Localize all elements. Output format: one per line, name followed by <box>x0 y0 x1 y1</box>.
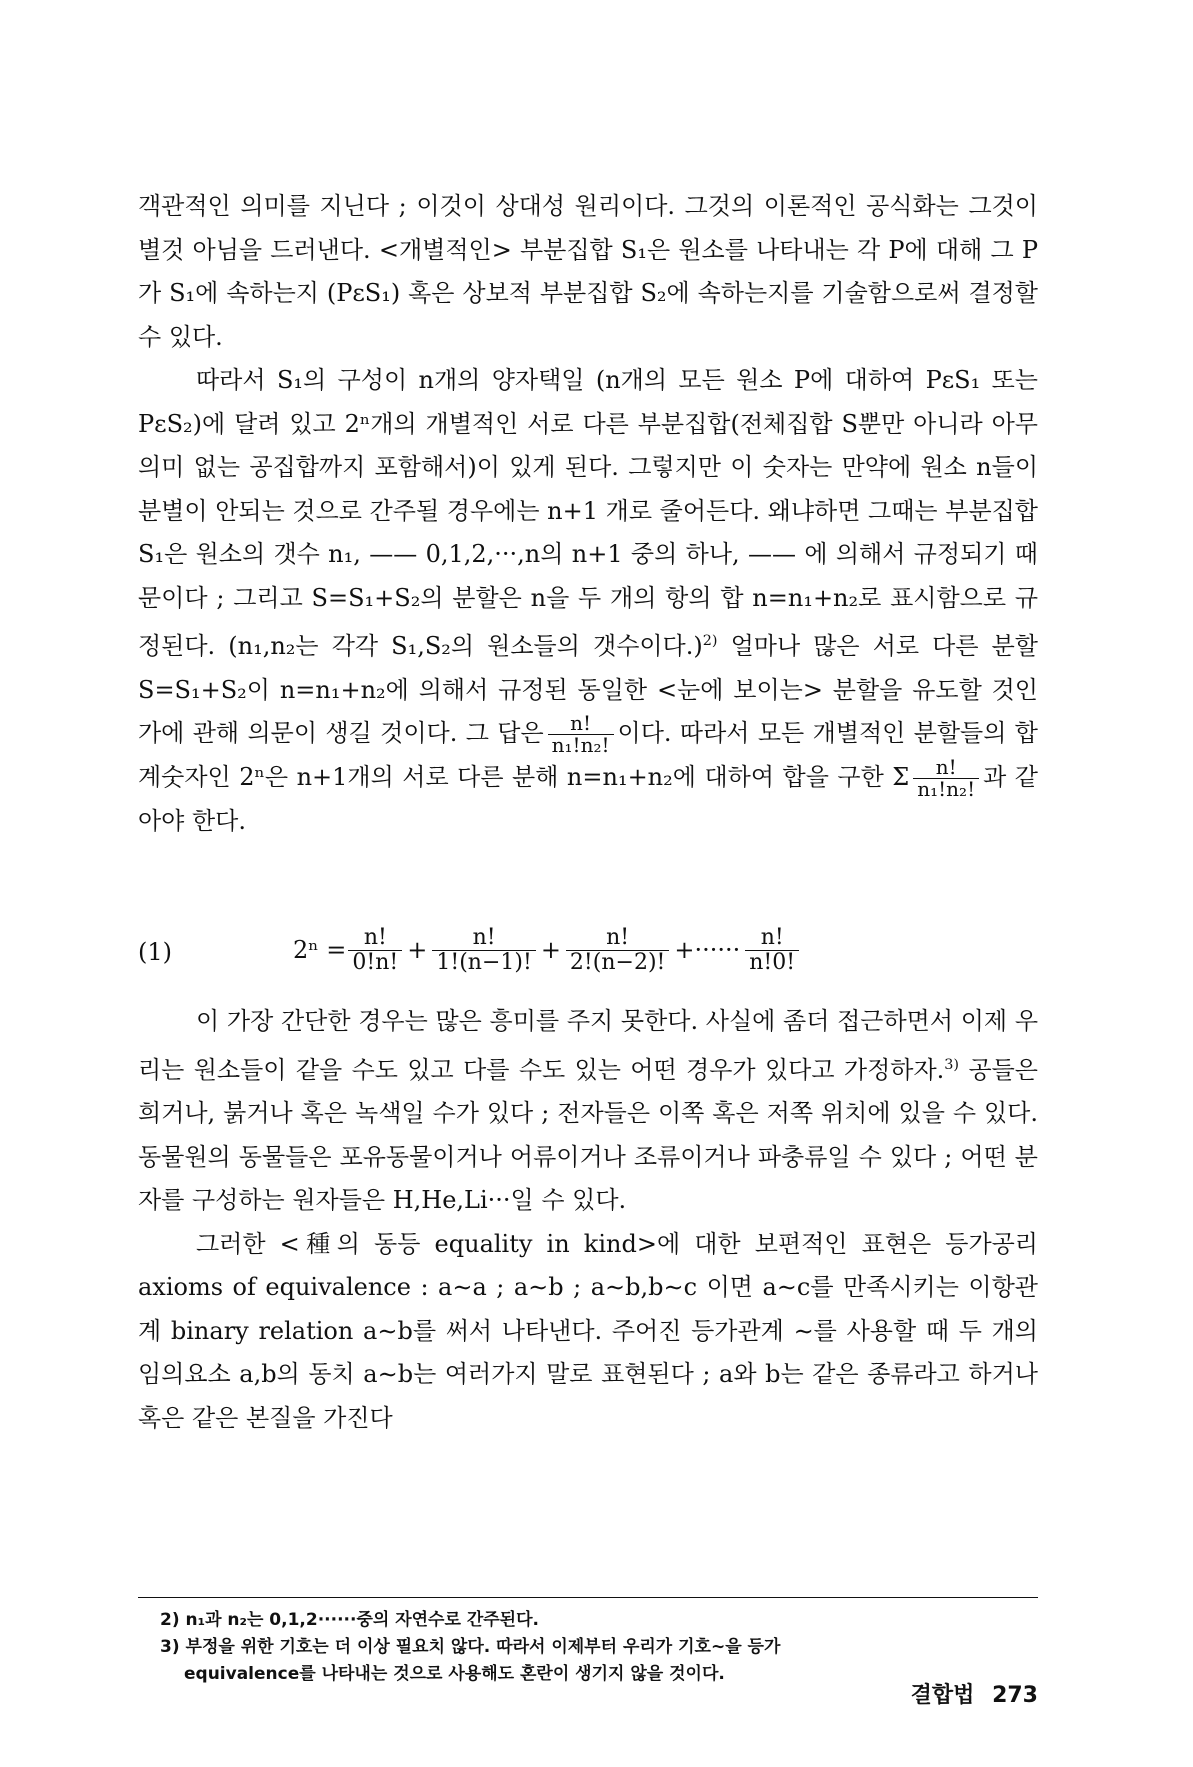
footnote-ref-2: 2) <box>702 633 718 649</box>
plus-sign: + <box>540 936 561 964</box>
paragraph-2 <box>138 359 1038 844</box>
plus-ellipsis: +······ <box>674 936 741 964</box>
fraction-denominator: n₁!n₂! <box>917 777 976 801</box>
paragraph-2-part-a: 따라서 S₁의 구성이 n개의 양자택일 (n개의 모든 원소 P에 대하여 PεS₁ 또는 PεS₂)에 달려 있고 2ⁿ개의 개별적인 서로 다른 부분집합(전체집합 S뿐만 아니라 아무 의미 없는 공집합까지 포함해서)이 있게 된다. 그렇지만 이 숫자는 만약에 원소 n들이 분별이 안되는 것으로 간주될 경우에는 n+1 개로 줄어든다. 왜냐하면 그때는 부분집합 S₁은 원소의 갯수 n₁, —— 0,1,2,···,n의 n+1 중의 하나, —— 에 의해서 규정되기 때문이다 ; 그리고 S=S₁+S₂의 분할은 n을 두 개의 항의 합 n=n₁+n₂로 표시함으로 규정된다. (n₁,n₂는 각각 S₁,S₂의 원소들의 갯수이다.) <box>138 366 1038 660</box>
fraction-denominator: n₁!n₂! <box>551 733 610 757</box>
term-numerator: n! <box>348 926 402 950</box>
paragraph-3 <box>138 1000 1038 1223</box>
fraction-numerator: n! <box>548 713 614 735</box>
paragraph-2-part-c: 이다. 따라서 모든 개별적인 분할들의 합계숫자인 2ⁿ은 n+1개의 서로 다른 분해 n=n₁+n₂에 대하여 합을 구한 Σ <box>138 719 1038 791</box>
term-denominator: 2!(n−2)! <box>569 949 666 975</box>
paragraph-2-part-d: 과 같아야 한다. <box>138 763 1038 835</box>
term-numerator: n! <box>566 926 669 950</box>
equation-term-4 <box>745 926 799 973</box>
paragraph-4: 그러한 <種의 동등 equality in kind>에 대한 보편적인 표현은 등가공리 axioms of equivalence : a∼a ; a∼b ; a∼b,b∼c 이면 a∼c를 만족시키는 이항관계 binary relation a∼b를 써서 나타낸다. 주어진 등가관계 ∼를 사용할 때 두 개의 임의요소 a,b의 동치 a∼b는 여러가지 말로 표현된다 ; a와 b는 같은 종류라고 하거나 혹은 같은 본질을 가진다 <box>138 1229 1038 1432</box>
term-numerator: n! <box>432 926 535 950</box>
paragraph-3-part-b: 공들은 희거나, 붉거나 혹은 녹색일 수가 있다 ; 전자들은 이쪽 혹은 저쪽 위치에 있을 수 있다. 동물원의 동물들은 포유동물이거나 어류이거나 조류이거나 파충류일 수 있다 ; 어떤 분자를 구성하는 원자들은 H,He,Li···일 수 있다. <box>138 1055 1038 1214</box>
fraction-numerator: n! <box>913 757 979 779</box>
footnote-2: 2) n₁과 n₂는 0,1,2······중의 자연수로 간주된다. <box>160 1610 539 1630</box>
equation-body <box>293 918 801 982</box>
term-denominator: 1!(n−1)! <box>436 949 532 975</box>
page-footer <box>911 1678 1038 1709</box>
paragraph-2-part-b: 얼마나 많은 서로 다른 분할 S=S₁+S₂이 n=n₁+n₂에 의해서 규정된 동일한 <눈에 보이는> 분할을 유도할 것인가에 관해 의문이 생길 것이다. 그 답은 <box>138 632 1038 747</box>
term-denominator: n!0! <box>749 949 796 975</box>
equation-term-1 <box>348 926 402 973</box>
inline-fraction-answer <box>548 713 614 756</box>
footnotes <box>160 1607 1040 1688</box>
equation-term-3 <box>566 926 669 973</box>
footnote-3-continued: equivalence를 나타내는 것으로 사용해도 혼란이 생기지 않을 것이다. <box>184 1664 725 1684</box>
plus-sign: + <box>407 936 428 964</box>
equation-lhs: 2ⁿ = <box>293 936 347 964</box>
body-text <box>138 185 1038 844</box>
footnote-3: 3) 부정을 위한 기호는 더 이상 필요치 않다. 따라서 이제부터 우리가 기호∼을 등가 <box>160 1637 781 1657</box>
footnote-divider <box>138 1597 1038 1598</box>
running-section-title: 결합법 <box>910 1683 975 1708</box>
equation-term-2 <box>432 926 535 973</box>
page-number: 273 <box>992 1683 1038 1708</box>
equation-label: (1) <box>138 938 172 966</box>
footnote-ref-3: 3) <box>944 1056 960 1073</box>
inline-fraction-sum <box>913 757 979 800</box>
paragraph-1: 객관적인 의미를 지닌다 ; 이것이 상대성 원리이다. 그것의 이론적인 공식화는 그것이 별것 아님을 드러낸다. <개별적인> 부분집합 S₁은 원소를 나타내는 각 P에 대해 그 P가 S₁에 속하는지 (PεS₁) 혹은 상보적 부분집합 S₂에 속하는지를 기술함으로써 결정할 수 있다. <box>138 192 1038 351</box>
term-denominator: 0!n! <box>352 949 399 975</box>
body-text-continued <box>138 1000 1038 1440</box>
equation-1 <box>138 918 1038 982</box>
term-numerator: n! <box>745 926 799 950</box>
paragraph-3-part-a: 이 가장 간단한 경우는 많은 흥미를 주지 못한다. 사실에 좀더 접근하면서 이제 우리는 원소들이 같을 수도 있고 다를 수도 있는 어떤 경우가 있다고 가정하자. <box>138 1007 1038 1084</box>
